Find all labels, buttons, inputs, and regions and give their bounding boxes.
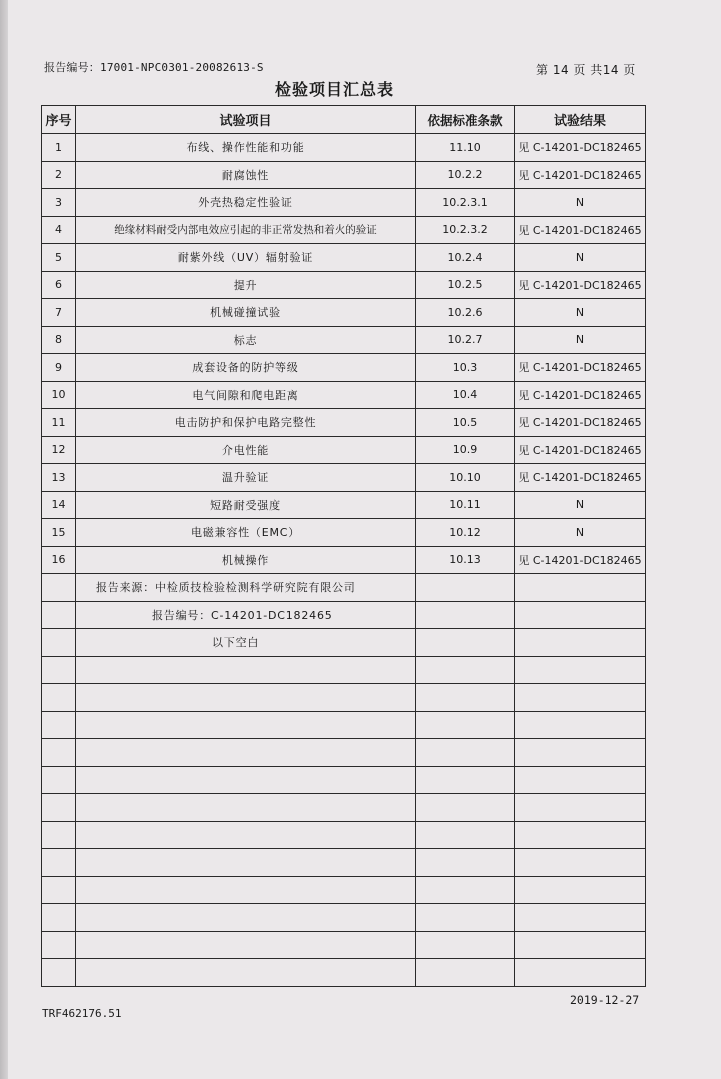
- cell-clause: 10.3: [416, 354, 515, 382]
- table-row: [42, 299, 646, 327]
- cell-clause: 10.2.3.2: [416, 216, 515, 244]
- cell-item: 提升: [76, 271, 416, 299]
- report-source-note: 报告来源：中检质技检验检测科学研究院有限公司: [76, 574, 416, 602]
- table-row: [42, 519, 646, 547]
- empty-row: [42, 931, 646, 959]
- cell-empty: [515, 629, 646, 657]
- cell-no: 7: [42, 299, 76, 327]
- cell-result: N: [515, 189, 646, 217]
- cell-result: 见 C-14201-DC182465: [515, 161, 646, 189]
- page-info: 第 14 页 共14 页: [536, 63, 636, 77]
- cell-item: 电磁兼容性（EMC）: [76, 519, 416, 547]
- cell-result: 见 C-14201-DC182465: [515, 354, 646, 382]
- empty-row: [42, 794, 646, 822]
- cell-no: 5: [42, 244, 76, 272]
- report-date: 2019-12-27: [570, 993, 640, 1007]
- cell-result: 见 C-14201-DC182465: [515, 546, 646, 574]
- cell-no: 6: [42, 271, 76, 299]
- cell-result: N: [515, 244, 646, 272]
- cell-no: 10: [42, 381, 76, 409]
- cell-clause: 10.9: [416, 436, 515, 464]
- table-row: [42, 354, 646, 382]
- empty-row: [42, 656, 646, 684]
- document-page: [8, 0, 721, 1079]
- table-row: [42, 244, 646, 272]
- col-header-no: 序号: [42, 106, 76, 134]
- cell-result: 见 C-14201-DC182465: [515, 436, 646, 464]
- cell-no: 3: [42, 189, 76, 217]
- cell-no: 15: [42, 519, 76, 547]
- cell-empty: [416, 574, 515, 602]
- cell-no: 13: [42, 464, 76, 492]
- table-row: [42, 381, 646, 409]
- cell-no: 9: [42, 354, 76, 382]
- cell-item: 成套设备的防护等级: [76, 354, 416, 382]
- cell-clause: 10.4: [416, 381, 515, 409]
- cell-clause: 10.5: [416, 409, 515, 437]
- blank-below-note: 以下空白: [76, 629, 416, 657]
- cell-no: 11: [42, 409, 76, 437]
- note-row: [42, 574, 646, 602]
- cell-result: 见 C-14201-DC182465: [515, 216, 646, 244]
- cell-no: 1: [42, 134, 76, 162]
- table-row: [42, 546, 646, 574]
- cell-item: 机械碰撞试验: [76, 299, 416, 327]
- empty-row: [42, 766, 646, 794]
- cell-empty: [515, 574, 646, 602]
- page-edge-shadow: [0, 0, 8, 1079]
- table-row: [42, 491, 646, 519]
- form-number: TRF462176.51: [42, 1007, 122, 1020]
- cell-no: 12: [42, 436, 76, 464]
- cell-empty: [515, 601, 646, 629]
- cell-no: 4: [42, 216, 76, 244]
- cell-no: 14: [42, 491, 76, 519]
- cell-empty: [416, 601, 515, 629]
- cell-clause: 10.13: [416, 546, 515, 574]
- cell-item: 介电性能: [76, 436, 416, 464]
- col-header-result: 试验结果: [515, 106, 646, 134]
- cell-clause: 10.2.4: [416, 244, 515, 272]
- cell-clause: 10.2.7: [416, 326, 515, 354]
- table-row: [42, 409, 646, 437]
- cell-result: 见 C-14201-DC182465: [515, 271, 646, 299]
- empty-row: [42, 711, 646, 739]
- cell-item: 温升验证: [76, 464, 416, 492]
- cell-result: 见 C-14201-DC182465: [515, 464, 646, 492]
- table-row: [42, 271, 646, 299]
- cell-item: 布线、操作性能和功能: [76, 134, 416, 162]
- cell-clause: 10.2.5: [416, 271, 515, 299]
- table-row: [42, 464, 646, 492]
- empty-row: [42, 821, 646, 849]
- cell-result: 见 C-14201-DC182465: [515, 409, 646, 437]
- cell-result: N: [515, 491, 646, 519]
- cell-empty: [42, 629, 76, 657]
- cell-item: 电气间隙和爬电距离: [76, 381, 416, 409]
- col-header-item: 试验项目: [76, 106, 416, 134]
- empty-row: [42, 849, 646, 877]
- cell-item: 耐腐蚀性: [76, 161, 416, 189]
- note-row: [42, 601, 646, 629]
- report-number: 报告编号：17001-NPC0301-20082613-S: [44, 61, 264, 74]
- empty-row: [42, 904, 646, 932]
- cell-clause: 10.2.2: [416, 161, 515, 189]
- table-row: [42, 134, 646, 162]
- cell-clause: 10.2.3.1: [416, 189, 515, 217]
- cell-result: N: [515, 326, 646, 354]
- report-ref-note: 报告编号：C-14201-DC182465: [76, 601, 416, 629]
- cell-no: 8: [42, 326, 76, 354]
- cell-item: 绝缘材料耐受内部电效应引起的非正常发热和着火的验证: [76, 216, 416, 244]
- cell-clause: 11.10: [416, 134, 515, 162]
- cell-empty: [416, 629, 515, 657]
- cell-clause: 10.2.6: [416, 299, 515, 327]
- page-title: [8, 77, 721, 100]
- empty-row: [42, 684, 646, 712]
- table-row: [42, 436, 646, 464]
- empty-row: [42, 876, 646, 904]
- table-row: [42, 326, 646, 354]
- cell-item: 耐紫外线（UV）辐射验证: [76, 244, 416, 272]
- inspection-summary-table: [41, 105, 646, 987]
- cell-item: 外壳热稳定性验证: [76, 189, 416, 217]
- cell-empty: [42, 574, 76, 602]
- page-title-text: 检验项目汇总表: [274, 80, 394, 99]
- cell-clause: 10.10: [416, 464, 515, 492]
- cell-item: 机械操作: [76, 546, 416, 574]
- table-header-row: [42, 106, 646, 134]
- cell-result: 见 C-14201-DC182465: [515, 381, 646, 409]
- cell-no: 16: [42, 546, 76, 574]
- cell-result: N: [515, 519, 646, 547]
- note-row: [42, 629, 646, 657]
- cell-item: 电击防护和保护电路完整性: [76, 409, 416, 437]
- cell-result: 见 C-14201-DC182465: [515, 134, 646, 162]
- cell-empty: [42, 601, 76, 629]
- cell-item: 标志: [76, 326, 416, 354]
- cell-no: 2: [42, 161, 76, 189]
- cell-clause: 10.11: [416, 491, 515, 519]
- empty-row: [42, 739, 646, 767]
- cell-item: 短路耐受强度: [76, 491, 416, 519]
- cell-result: N: [515, 299, 646, 327]
- cell-clause: 10.12: [416, 519, 515, 547]
- table-row: [42, 161, 646, 189]
- empty-row: [42, 959, 646, 987]
- table-row: [42, 189, 646, 217]
- table-row: [42, 216, 646, 244]
- col-header-clause: 依据标准条款: [416, 106, 515, 134]
